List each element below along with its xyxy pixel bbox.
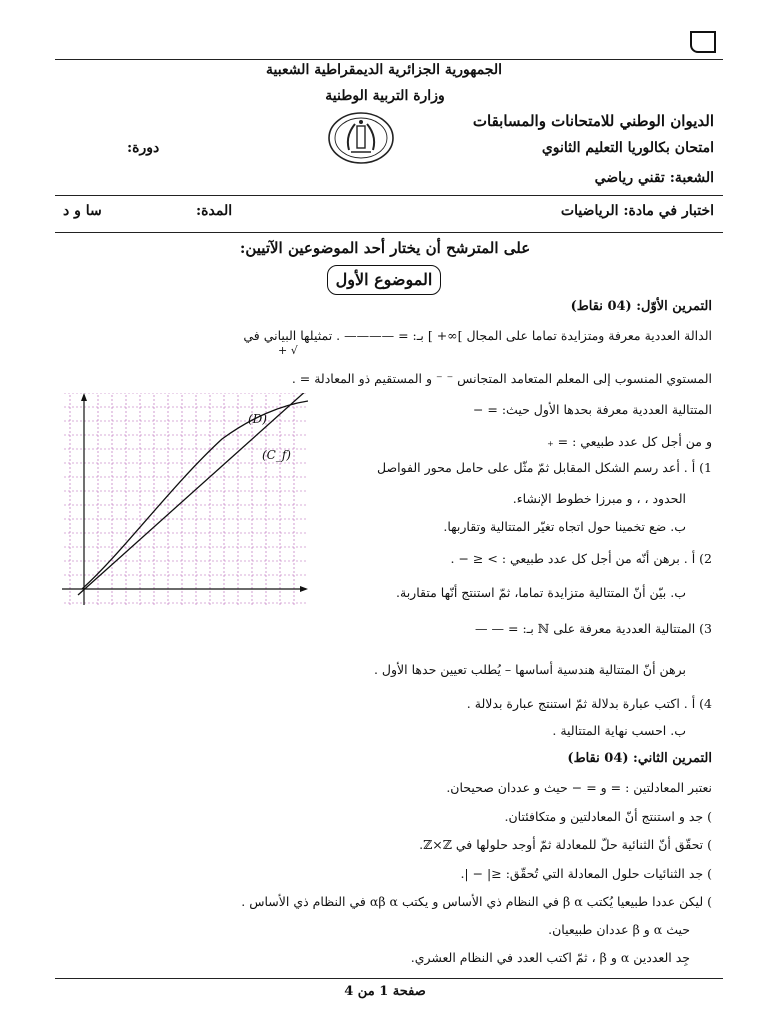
exercise2-line: حيث α و β عددان طبيعيان. bbox=[548, 922, 690, 937]
exercise1-line: 1) أ . أعد رسم الشكل المقابل ثمّ مثّل على حامل محور الفواصل bbox=[377, 460, 712, 475]
exercise1-line: 3) المتتالية العددية معرفة على ℕ بـ: = — — bbox=[475, 621, 712, 636]
ministry-emblem-icon bbox=[327, 110, 395, 166]
exercise1-line: برهن أنّ المتتالية هندسية أساسها – يُطلب تعيين حدها الأول . bbox=[373, 662, 686, 677]
exercise1-line: ب. ضع تخمينا حول اتجاه تغيّر المتتالية وتقاربها. bbox=[443, 519, 686, 534]
exercise1-line: و من أجل كل عدد طبيعي : = ₊ bbox=[547, 434, 712, 449]
info-divider bbox=[55, 232, 723, 233]
curve-cf-label: (C_f) bbox=[262, 448, 291, 462]
exercise1-line: الدالة العددية معرفة ومتزايدة تماما على المجال ]∞+ ] بـ: = ———— . تمثيلها البياني في bbox=[243, 328, 712, 343]
y-axis-arrow-icon bbox=[81, 393, 87, 401]
republic-title: الجمهورية الجزائرية الديمقراطية الشعبية bbox=[265, 62, 502, 78]
page-number: صفحة 1 من 4 bbox=[344, 984, 426, 999]
header-divider bbox=[55, 195, 723, 196]
duration-label: المدة: bbox=[196, 203, 233, 219]
function-graph bbox=[62, 393, 308, 607]
exercise2-title: التمرين الثاني: (04 نقاط) bbox=[567, 751, 712, 766]
exam-title: امتحان بكالوريا التعليم الثانوي bbox=[541, 140, 714, 156]
exercise1-title: التمرين الأوّل: (04 نقاط) bbox=[570, 299, 712, 314]
exercise1-line: المستوي المنسوب إلى المعلم المتعامد المتجانس ⁻ ⁻ و المستقيم ذو المعادلة = . bbox=[291, 371, 712, 386]
line-d bbox=[78, 393, 308, 595]
exercise1-line: المتتالية العددية معرفة بحدها الأول حيث: = − bbox=[472, 402, 712, 417]
corner-mark-icon bbox=[690, 31, 716, 53]
exercise1-line: ب. بيّن أنّ المتتالية متزايدة تماما، ثمّ استنتج أنّها متقاربة. bbox=[396, 585, 686, 600]
office-title: الديوان الوطني للامتحانات والمسابقات bbox=[472, 112, 714, 130]
x-axis-arrow-icon bbox=[300, 586, 308, 592]
instruction-text: على المترشح أن يختار أحد الموضوعين الآتيين: bbox=[239, 239, 531, 257]
exercise1-line: الحدود ، ، و مبرزا خطوط الإنشاء. bbox=[512, 491, 686, 506]
line-d-label: (D) bbox=[248, 412, 267, 426]
ministry-title: وزارة التربية الوطنية bbox=[325, 88, 445, 104]
exercise2-line: نعتبر المعادلتين : = و = − حيث و عددان صحيحان. bbox=[446, 780, 712, 795]
session-label: دورة: bbox=[127, 140, 160, 156]
exercise2-line: جِد العددين α و β ، ثمّ اكتب العدد في النظام العشري. bbox=[410, 950, 690, 965]
exercise2-line: ) ليكن عددا طبيعيا يُكتب β α في النظام ذي الأساس و يكتب αβ α في النظام ذي الأساس . bbox=[241, 894, 712, 909]
branch-label: الشعبة: تقني رياضي bbox=[594, 170, 714, 186]
duration-value: سا و د bbox=[63, 203, 102, 219]
exercise1-line: 4) أ . اكتب عبارة بدلالة ثمّ استنتج عبارة بدلالة . bbox=[466, 696, 712, 711]
footer-divider bbox=[55, 978, 723, 979]
top-divider bbox=[55, 59, 723, 60]
exercise2-line: ) جد و استنتج أنّ المعادلتين و متكافئتان. bbox=[504, 809, 712, 824]
exercise1-line: 2) أ . برهن أنّه من أجل كل عدد طبيعي : > ≤ − . bbox=[450, 551, 712, 566]
exercise1-line: ب. احسب نهاية المتتالية . bbox=[552, 723, 686, 738]
subject-test-label: اختبار في مادة: الرياضيات bbox=[560, 203, 714, 219]
subject-title: الموضوع الأول bbox=[327, 265, 441, 295]
exercise2-line: ) جد الثنائيات حلول المعادلة التي تُحقّق: ≤| − |. bbox=[460, 866, 712, 881]
exercise1-line: √ + bbox=[278, 344, 298, 357]
exercise2-line: ) تحقّق أنّ الثنائية حلّ للمعادلة ثمّ أوجد حلولها في ℤ×ℤ. bbox=[419, 837, 712, 852]
